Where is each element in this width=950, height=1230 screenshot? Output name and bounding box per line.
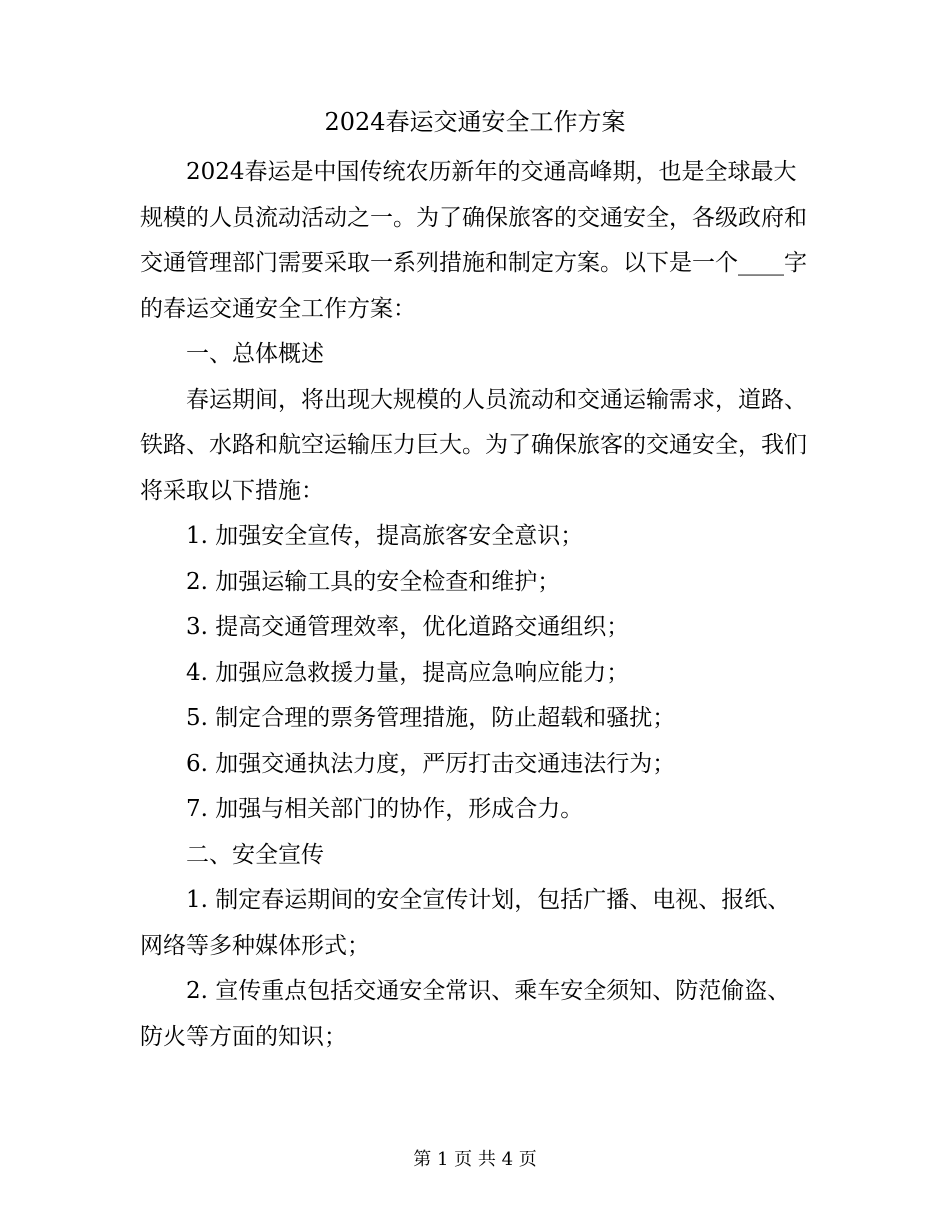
section-heading-publicity: 二、安全宣传 (186, 841, 324, 868)
publicity-item-1: 1. 制定春运期间的安全宣传计划，包括广播、电视、报纸、网络等多种媒体形式； (140, 887, 791, 959)
measure-item-6: 6. 加强交通执法力度，严厉打击交通违法行为； (186, 750, 676, 777)
measure-item-5: 5. 制定合理的票务管理措施，防止超载和骚扰； (186, 705, 676, 731)
intro-paragraph: 2024春运是中国传统农历新年的交通高峰期，也是全球最大规模的人员流动活动之一。为了确保旅客的交通安全，各级政府和交通管理部门需要采取一系列措施和制定方案。以下是一个____字的春运交通安全工作方案： (140, 159, 807, 322)
document-body (140, 150, 810, 1060)
section-heading-overview: 一、总体概述 (186, 341, 324, 367)
publicity-item-2: 2. 宣传重点包括交通安全常识、乘车安全须知、防范偷盗、防火等方面的知识； (140, 978, 791, 1050)
measure-item-2: 2. 加强运输工具的安全检查和维护； (186, 568, 561, 595)
page-footer: 第 1 页 共 4 页 (413, 1149, 537, 1170)
measure-item-7: 7. 加强与相关部门的协作，形成合力。 (186, 796, 584, 822)
document-title: 2024春运交通安全工作方案 (324, 108, 626, 136)
overview-paragraph: 春运期间，将出现大规模的人员流动和交通运输需求，道路、铁路、水路和航空运输压力巨大。为了确保旅客的交通安全，我们将采取以下措施： (140, 386, 807, 504)
measure-item-4: 4. 加强应急救援力量，提高应急响应能力； (186, 659, 630, 686)
measure-item-1: 1. 加强安全宣传，提高旅客安全意识； (186, 523, 584, 549)
measure-item-3: 3. 提高交通管理效率，优化道路交通组织； (186, 614, 630, 640)
